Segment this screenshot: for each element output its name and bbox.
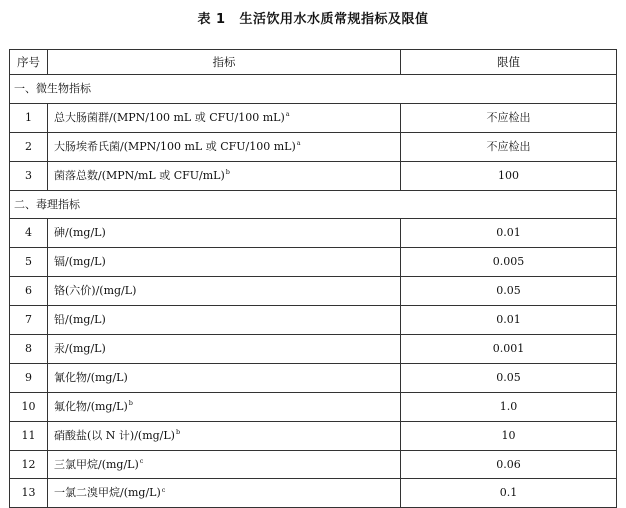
footnote-mark: a <box>285 110 290 119</box>
row-indicator: 一氯二溴甲烷/(mg/L)$^c$ <box>48 479 401 508</box>
row-number: 6 <box>10 277 48 306</box>
table-row <box>10 248 617 277</box>
row-number: 11 <box>10 421 48 450</box>
section-row-microbial <box>10 75 617 104</box>
row-limit: 1.0 <box>401 392 617 421</box>
row-indicator: 汞/(mg/L) <box>48 335 401 364</box>
row-limit: 0.01 <box>401 306 617 335</box>
row-indicator: 氰化物/(mg/L) <box>48 363 401 392</box>
row-limit: 0.05 <box>401 363 617 392</box>
section-label: 一、微生物指标 <box>10 75 617 104</box>
row-indicator: 砷/(mg/L) <box>48 219 401 248</box>
row-number: 9 <box>10 363 48 392</box>
row-number: 12 <box>10 450 48 479</box>
footnote-mark: a <box>296 139 301 148</box>
row-number: 3 <box>10 161 48 190</box>
row-limit: 0.01 <box>401 219 617 248</box>
table-row <box>10 219 617 248</box>
row-limit: 不应检出 <box>401 132 617 161</box>
table-number: 表 1 <box>197 12 226 27</box>
table-row <box>10 103 617 132</box>
table-row <box>10 132 617 161</box>
table-row <box>10 306 617 335</box>
row-limit: 0.001 <box>401 335 617 364</box>
footnote-mark: c <box>139 456 144 465</box>
table-row <box>10 277 617 306</box>
row-number: 13 <box>10 479 48 508</box>
row-number: 4 <box>10 219 48 248</box>
table-row <box>10 450 617 479</box>
section-label: 二、毒理指标 <box>10 190 617 219</box>
footnote-mark: c <box>161 485 166 494</box>
row-limit: 0.05 <box>401 277 617 306</box>
table-row <box>10 161 617 190</box>
row-limit: 10 <box>401 421 617 450</box>
row-indicator: 氟化物/(mg/L)$^b$ <box>48 392 401 421</box>
footnote-mark: b <box>225 167 230 176</box>
header-limit: 限值 <box>401 50 617 75</box>
row-indicator: 硝酸盐(以 N 计)/(mg/L)$^b$ <box>48 421 401 450</box>
row-limit: 0.06 <box>401 450 617 479</box>
header-number: 序号 <box>10 50 48 75</box>
header-indicator: 指标 <box>48 50 401 75</box>
table-row <box>10 421 617 450</box>
row-number: 10 <box>10 392 48 421</box>
footnote-mark: b <box>175 427 181 436</box>
row-number: 2 <box>10 132 48 161</box>
table-row <box>10 392 617 421</box>
row-indicator: 三氯甲烷/(mg/L)$^c$ <box>48 450 401 479</box>
row-number: 7 <box>10 306 48 335</box>
row-indicator: 总大肠菌群/(MPN/100 mL 或 CFU/100 mL)$^a$ <box>48 103 401 132</box>
row-limit: 100 <box>401 161 617 190</box>
row-limit: 不应检出 <box>401 103 617 132</box>
row-indicator: 镉/(mg/L) <box>48 248 401 277</box>
section-row-toxicology <box>10 190 617 219</box>
row-number: 1 <box>10 103 48 132</box>
table-caption <box>0 11 626 29</box>
row-indicator: 铅/(mg/L) <box>48 306 401 335</box>
table-row <box>10 479 617 508</box>
table-row <box>10 363 617 392</box>
row-indicator: 大肠埃希氏菌/(MPN/100 mL 或 CFU/100 mL)$^a$ <box>48 132 401 161</box>
row-indicator: 菌落总数/(MPN/mL 或 CFU/mL)$^b$ <box>48 161 401 190</box>
row-limit: 0.1 <box>401 479 617 508</box>
row-number: 8 <box>10 335 48 364</box>
header-row <box>10 50 617 75</box>
row-indicator: 铬(六价)/(mg/L) <box>48 277 401 306</box>
row-number: 5 <box>10 248 48 277</box>
table-title: 生活饮用水水质常规指标及限值 <box>239 12 429 27</box>
water-quality-table <box>9 49 617 508</box>
footnote-mark: b <box>128 399 133 408</box>
table-row <box>10 335 617 364</box>
row-limit: 0.005 <box>401 248 617 277</box>
